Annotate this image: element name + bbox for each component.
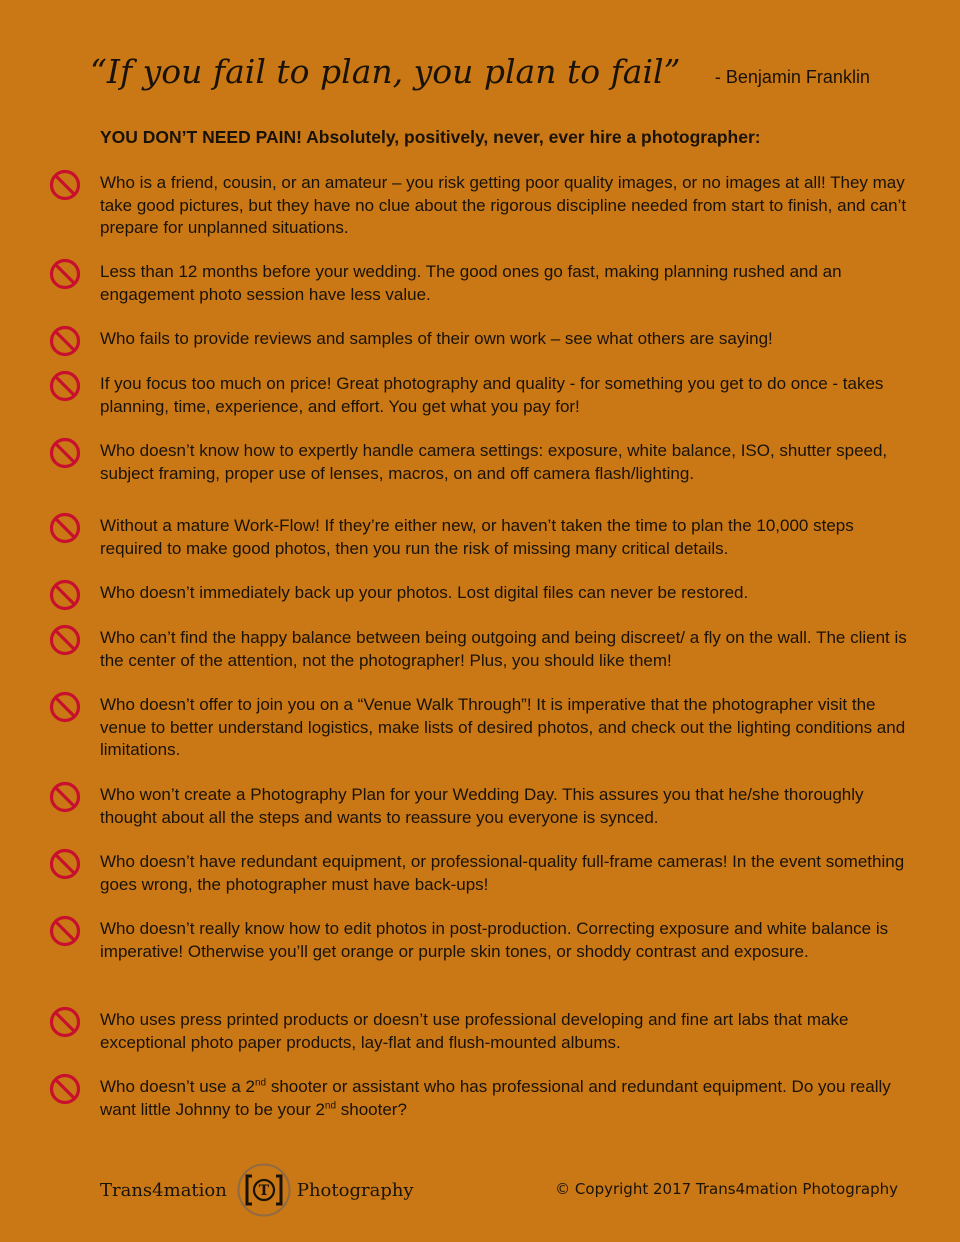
list-item-text: Who doesn’t offer to join you on a “Venue Walk Through”! It is imperative that the photographer visit the venue to better understand logistics, make lists of desired photos, and check out the lighting conditions and limitations. — [100, 695, 906, 759]
list-item-text — [100, 1076, 910, 1121]
no-entry-icon — [48, 780, 82, 814]
footer-brand — [100, 1162, 414, 1218]
quote-text: “If you fail to plan, you plan to fail” — [90, 52, 681, 91]
no-entry-icon — [48, 914, 82, 948]
no-entry-icon — [48, 690, 82, 724]
no-entry-icon — [48, 847, 82, 881]
list-item-text: If you focus too much on price! Great photography and quality - for something you get to do once - takes planning, time, experience, and effort. You get what you pay for! — [100, 374, 884, 416]
no-entry-icon — [48, 511, 82, 545]
copyright-notice: © Copyright 2017 Trans4mation Photography — [555, 1180, 898, 1198]
no-entry-icon — [48, 436, 82, 470]
no-entry-icon — [48, 1005, 82, 1039]
list-item-text: Who won’t create a Photography Plan for your Wedding Day. This assures you that he/she thoroughly thought about all the steps and wants to reassure you everyone is synced. — [100, 785, 864, 827]
list-item-text: Less than 12 months before your wedding. The good ones go fast, making planning rushed and an engagement photo session have less value. — [100, 262, 842, 304]
no-entry-icon — [48, 1072, 82, 1106]
list-item-text: Who can’t find the happy balance between being outgoing and being discreet/ a fly on the wall. The client is the center of the attention, not the photographer! Plus, you should like them! — [100, 628, 907, 670]
no-entry-icon — [48, 369, 82, 403]
brand-logo — [237, 1163, 291, 1217]
list-item-text: Who is a friend, cousin, or an amateur – you risk getting poor quality images, or no images at all! They may take good pictures, but they have no clue about the rigorous discipline needed from start to finish, and can’t prepare for unplanned situations. — [100, 173, 907, 237]
list-item-text: Who doesn’t have redundant equipment, or professional-quality full-frame cameras! In the event something goes wrong, the photographer must have back-ups! — [100, 852, 905, 894]
page-heading: YOU DON’T NEED PAIN! Absolutely, positively, never, ever hire a photographer: — [100, 127, 761, 147]
superscript: nd — [324, 1099, 337, 1111]
superscript: nd — [254, 1077, 267, 1089]
list-item-text: Who doesn’t immediately back up your photos. Lost digital files can never be restored. — [100, 583, 749, 602]
brand-name-right: Photography — [296, 1179, 414, 1201]
no-entry-icon — [48, 324, 82, 358]
text-part: shooter? — [336, 1099, 407, 1119]
brand-name-left: Trans4mation — [100, 1179, 227, 1201]
no-entry-icon — [48, 578, 82, 612]
logo-letter: T — [258, 1183, 270, 1199]
quote-header — [0, 52, 960, 91]
list-item-text: Who uses press printed products or doesn’t use professional developing and fine art labs that make exceptional photo paper products, lay-flat and flush-mounted albums. — [100, 1010, 849, 1052]
list-item-text: Without a mature Work-Flow! If they’re either new, or haven’t taken the time to plan the 10,000 steps required to make good photos, then you run the risk of missing many critical details. — [100, 516, 854, 558]
text-part: shooter or assistant who has professional and redundant equipment. Do you really want little Johnny to be your 2 — [100, 1077, 891, 1119]
list-item-text: Who fails to provide reviews and samples of their own work – see what others are saying! — [100, 329, 773, 348]
list-item-text: Who doesn’t really know how to edit photos in post-production. Correcting exposure and white balance is imperative! Otherwise you’ll get orange or purple skin tones, or shoddy contrast and exposure. — [100, 919, 889, 961]
no-entry-icon — [48, 623, 82, 657]
no-entry-icon — [48, 168, 82, 202]
no-entry-icon — [48, 257, 82, 291]
text-part: Who doesn’t use a 2 — [100, 1077, 255, 1096]
quote-author: - Benjamin Franklin — [714, 67, 870, 87]
list-item-text: Who doesn’t know how to expertly handle camera settings: exposure, white balance, ISO, shutter speed, subject framing, proper use of lenses, macros, on and off camera flash/lighting. — [100, 441, 888, 483]
